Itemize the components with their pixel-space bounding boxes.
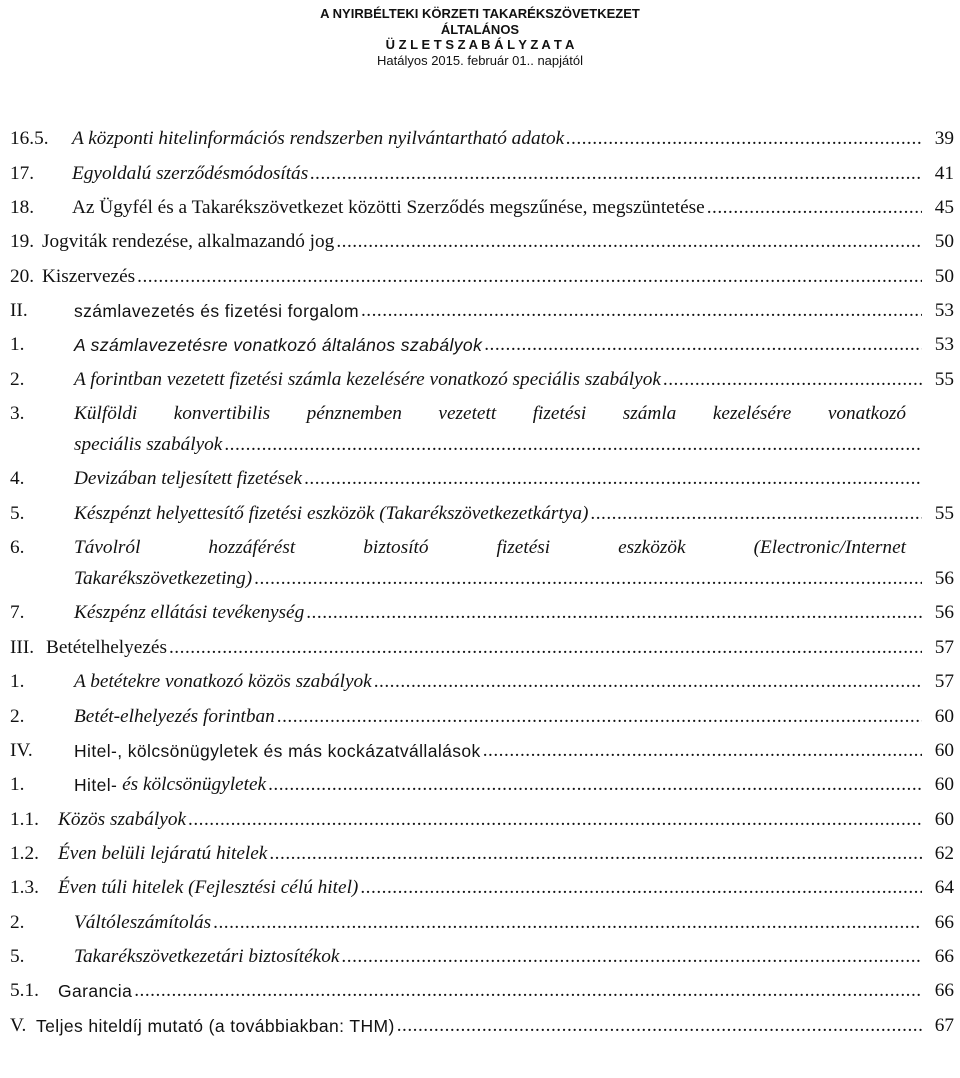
toc-title: Éven belüli lejáratú hitelek xyxy=(58,842,268,864)
toc-title: A központi hitelinformációs rendszerben nyilvántartható adatok xyxy=(72,128,565,150)
toc-entry[interactable] xyxy=(10,150,960,184)
toc-number: 5.1. xyxy=(10,980,39,1002)
toc-title: Távolról hozzáférést biztosító fizetési eszközök (Electronic/Internet xyxy=(74,537,906,559)
toc-title: Közös szabályok xyxy=(58,808,187,830)
toc-number: 5. xyxy=(10,945,25,967)
toc-number: 5. xyxy=(10,502,25,524)
toc-entry[interactable] xyxy=(10,490,960,524)
toc-leader xyxy=(566,128,922,150)
toc-leader xyxy=(137,266,922,288)
toc-number: 16.5. xyxy=(10,128,49,150)
toc-entry[interactable] xyxy=(10,288,960,322)
toc-page: 57 xyxy=(934,671,954,693)
toc-entry[interactable] xyxy=(10,968,960,1002)
header-general: ÁLTALÁNOS xyxy=(440,21,520,37)
toc-leader xyxy=(341,946,922,968)
toc-page: 55 xyxy=(934,368,954,390)
toc-page: 67 xyxy=(934,1014,954,1036)
toc-entry[interactable] xyxy=(10,624,960,658)
toc-title: Hitel-, kölcsönügyletek és más kockázatvállalások xyxy=(74,740,481,761)
toc-number: 20. xyxy=(10,265,35,287)
toc-page: 50 xyxy=(934,231,954,253)
toc-leader xyxy=(590,503,922,525)
toc-leader xyxy=(306,602,922,624)
toc-entry[interactable] xyxy=(10,116,960,150)
toc-number: 6. xyxy=(10,537,25,559)
toc-leader xyxy=(374,671,922,693)
toc-leader xyxy=(213,912,922,934)
toc-entry[interactable] xyxy=(10,728,960,762)
toc-number: 1. xyxy=(10,671,25,693)
toc-page: 62 xyxy=(934,842,954,864)
toc-title: Kiszervezés xyxy=(42,265,136,287)
toc-entry[interactable] xyxy=(10,322,960,356)
toc-page: 66 xyxy=(934,945,954,967)
toc-page: 60 xyxy=(934,808,954,830)
toc-number: 18. xyxy=(10,197,35,219)
document-header xyxy=(0,6,960,68)
toc-entry[interactable] xyxy=(10,1002,960,1036)
toc-title: A számlavezetésre vonatkozó általános szabályok xyxy=(74,335,483,356)
toc-entry[interactable] xyxy=(10,865,960,899)
toc-page: 66 xyxy=(934,980,954,1002)
toc-entry[interactable] xyxy=(10,185,960,219)
toc-leader xyxy=(277,706,922,728)
toc-page: 53 xyxy=(934,334,954,356)
toc-number: 2. xyxy=(10,368,25,390)
toc-title: Hitel- xyxy=(74,775,118,796)
toc-page: 60 xyxy=(934,774,954,796)
toc-entry[interactable] xyxy=(10,659,960,693)
toc-page: 50 xyxy=(934,265,954,287)
toc-entry[interactable] xyxy=(10,356,960,390)
toc-number: 1. xyxy=(10,334,25,356)
toc-entry[interactable] xyxy=(10,693,960,727)
toc-title: speciális szabályok xyxy=(74,434,223,456)
toc-page: 66 xyxy=(934,911,954,933)
toc-page: 56 xyxy=(934,568,954,590)
toc-entry[interactable] xyxy=(10,253,960,287)
toc-title-italic: és kölcsönügyletek xyxy=(117,774,267,796)
toc-entry[interactable] xyxy=(10,219,960,253)
toc-leader xyxy=(269,843,922,865)
toc-entry[interactable] xyxy=(10,456,960,490)
toc-title: Teljes hiteldíj mutató (a továbbiakban: THM) xyxy=(36,1015,395,1036)
toc-page: 55 xyxy=(934,502,954,524)
toc-number: IV. xyxy=(10,739,33,761)
toc-leader xyxy=(360,877,922,899)
toc-title: Takarékszövetkezetári biztosítékok xyxy=(74,945,340,967)
toc-title: Külföldi konvertibilis pénznemben vezetett fizetési számla kezelésére vonatkozó xyxy=(74,403,906,425)
toc-page: 53 xyxy=(934,300,954,322)
toc-number: 1. xyxy=(10,774,25,796)
toc-page: 64 xyxy=(934,877,954,899)
toc-title: számlavezetés és fizetési forgalom xyxy=(74,301,359,322)
toc-title: Devizában teljesített fizetések xyxy=(74,468,303,490)
toc-title: Éven túli hitelek (Fejlesztési célú hitel) xyxy=(58,877,359,899)
toc-title: Garancia xyxy=(58,981,133,1002)
toc-title: Betét-elhelyezés forintban xyxy=(74,705,275,727)
table-of-contents xyxy=(10,116,960,1037)
toc-number: III. xyxy=(10,636,35,658)
header-organization: A NYIRBÉLTEKI KÖRZETI TAKARÉKSZÖVETKEZET xyxy=(320,6,640,21)
toc-entry[interactable] xyxy=(10,762,960,796)
toc-title: A betétekre vonatkozó közös szabályok xyxy=(74,671,372,693)
toc-page: 39 xyxy=(934,128,954,150)
toc-entry[interactable] xyxy=(10,831,960,865)
toc-leader xyxy=(134,980,922,1002)
toc-number: 7. xyxy=(10,602,25,624)
toc-number: 4. xyxy=(10,468,25,490)
toc-leader xyxy=(483,740,922,762)
toc-entry-continuation[interactable] xyxy=(10,425,960,456)
toc-page: 56 xyxy=(934,602,954,624)
toc-leader xyxy=(224,434,922,456)
toc-leader xyxy=(397,1015,922,1037)
toc-number: 19. xyxy=(10,231,35,253)
toc-entry[interactable] xyxy=(10,934,960,968)
toc-entry[interactable] xyxy=(10,525,960,559)
toc-leader xyxy=(361,300,922,322)
header-validity: Hatályos 2015. február 01.. napjától xyxy=(377,52,583,68)
toc-page: 57 xyxy=(934,636,954,658)
toc-leader xyxy=(268,774,922,796)
toc-entry[interactable] xyxy=(10,590,960,624)
toc-page: 41 xyxy=(934,162,954,184)
toc-title: Jogviták rendezése, alkalmazandó jog xyxy=(42,231,335,253)
toc-number: 1.2. xyxy=(10,842,39,864)
toc-number: II. xyxy=(10,300,28,322)
toc-entry-continuation[interactable] xyxy=(10,559,960,590)
toc-title: Készpénz ellátási tevékenység xyxy=(74,602,305,624)
toc-leader xyxy=(169,637,922,659)
toc-entry[interactable] xyxy=(10,899,960,933)
toc-entry[interactable] xyxy=(10,391,960,425)
toc-number: 17. xyxy=(10,162,35,184)
toc-leader xyxy=(188,809,922,831)
toc-leader xyxy=(707,197,922,219)
toc-leader xyxy=(336,231,922,253)
toc-title: Készpénzt helyettesítő fizetési eszközök (Takarékszövetkezetkártya) xyxy=(74,502,589,524)
toc-title: Takarékszövetkezeting) xyxy=(74,568,253,590)
toc-leader xyxy=(484,334,922,356)
toc-number: 1.3. xyxy=(10,877,39,899)
toc-page: 60 xyxy=(934,739,954,761)
toc-number: 3. xyxy=(10,403,25,425)
toc-leader xyxy=(304,468,922,490)
toc-title: A forintban vezetett fizetési számla kezelésére vonatkozó speciális szabályok xyxy=(74,368,661,390)
toc-title: Az Ügyfél és a Takarékszövetkezet közötti Szerződés megszűnése, megszüntetése xyxy=(72,197,705,219)
toc-leader xyxy=(254,568,922,590)
toc-title: Egyoldalú szerződésmódosítás xyxy=(72,162,309,184)
toc-number: 2. xyxy=(10,911,25,933)
toc-number: 2. xyxy=(10,705,25,727)
toc-number: V. xyxy=(10,1014,27,1036)
toc-number: 1.1. xyxy=(10,808,39,830)
toc-entry[interactable] xyxy=(10,796,960,830)
toc-title: Váltóleszámítolás xyxy=(74,911,212,933)
toc-page: 60 xyxy=(934,705,954,727)
header-title: Ü Z L E T S Z A B Á L Y Z A T A xyxy=(385,37,575,52)
toc-leader xyxy=(663,369,922,391)
toc-page: 45 xyxy=(934,197,954,219)
toc-leader xyxy=(310,163,922,185)
toc-title: Betételhelyezés xyxy=(46,636,167,658)
